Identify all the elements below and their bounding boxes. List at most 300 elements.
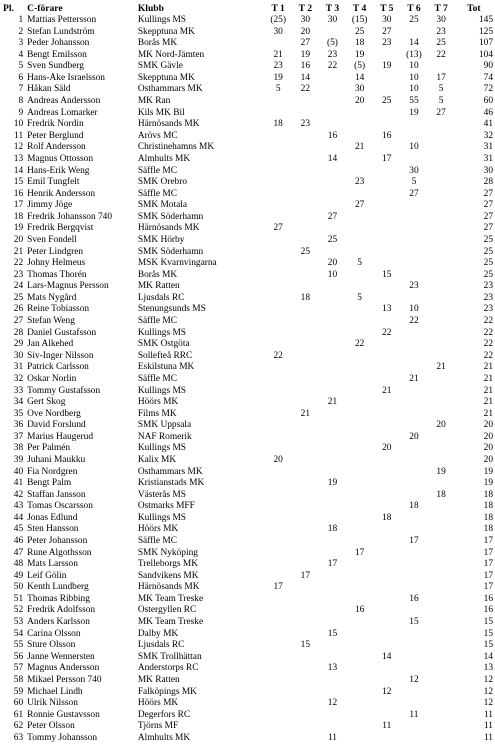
cell-t2: 21	[300, 408, 310, 419]
cell-t5	[373, 362, 400, 374]
cell-t6	[400, 640, 427, 652]
cell-t6	[400, 200, 427, 212]
cell-t1: (25)	[270, 15, 286, 25]
cell-t5	[373, 166, 400, 178]
cell-t4: 14	[354, 72, 365, 83]
cell-t7	[428, 710, 455, 722]
table-row	[3, 594, 493, 606]
table-row	[3, 258, 493, 270]
cell-t7: 20	[436, 420, 446, 431]
table-row	[3, 467, 493, 479]
cell-t1	[265, 536, 292, 548]
cell-t2	[292, 675, 319, 687]
cell-t3	[319, 166, 346, 178]
cell-t2: 30	[300, 15, 310, 25]
cell-t7	[428, 397, 455, 409]
cell-tot: 13	[483, 663, 493, 674]
cell-t7	[428, 247, 455, 259]
cell-t7: 19	[436, 466, 446, 477]
table-row	[3, 119, 493, 131]
cell-t5	[373, 605, 400, 617]
cell-t7: 5	[438, 84, 444, 95]
cell-pl: 22	[13, 258, 24, 269]
cell-t4	[346, 316, 373, 328]
cell-t1: 19	[273, 72, 283, 83]
cell-t7	[428, 212, 455, 224]
cell-pl: 47	[13, 547, 24, 558]
cell-driver: Sven Sundberg	[27, 61, 84, 72]
table-row	[3, 281, 493, 293]
table-row	[3, 108, 493, 120]
cell-club: SMK Söderhamn	[137, 246, 204, 257]
cell-pl: 10	[13, 119, 24, 130]
cell-t3	[319, 316, 346, 328]
cell-driver: Emil Tungfelt	[27, 177, 80, 188]
cell-t5	[373, 374, 400, 386]
cell-pl: 4	[18, 49, 24, 60]
cell-t7: 21	[436, 362, 446, 373]
cell-pl: 43	[13, 501, 24, 512]
cell-tot: 32	[483, 130, 493, 141]
cell-t6	[400, 420, 427, 432]
table-row	[3, 501, 493, 513]
cell-t7	[428, 258, 455, 270]
cell-tot: 21	[483, 373, 493, 384]
cell-tot: 15	[483, 628, 493, 639]
cell-club: Eskilstuna MK	[137, 362, 195, 373]
cell-driver: Fia Nordgren	[27, 466, 78, 477]
table-row	[3, 177, 493, 189]
cell-t5	[373, 675, 400, 687]
cell-t7	[428, 698, 455, 710]
cell-tot: 145	[478, 15, 493, 25]
cell-t6: 11	[409, 709, 419, 720]
cell-t3	[319, 386, 346, 398]
cell-tot: 23	[483, 281, 493, 292]
cell-t7: 25	[436, 38, 446, 49]
cell-t7	[428, 524, 455, 536]
cell-t2: 17	[300, 570, 310, 581]
cell-pl: 40	[13, 466, 24, 477]
cell-t5	[373, 119, 400, 131]
cell-t2	[292, 351, 319, 363]
cell-tot: 12	[483, 698, 493, 709]
cell-tot: 31	[483, 153, 493, 164]
cell-pl: 21	[13, 246, 24, 257]
cell-t6	[400, 687, 427, 699]
cell-pl: 52	[13, 605, 24, 616]
cell-driver: Anders Karlsson	[27, 617, 90, 628]
cell-t6: 55	[409, 96, 419, 107]
cell-t2	[292, 629, 319, 641]
cell-t3: 22	[327, 61, 338, 72]
cell-t2	[292, 96, 319, 108]
cell-pl: 3	[18, 38, 24, 49]
cell-tot: 21	[483, 385, 493, 396]
cell-t5: 18	[382, 512, 392, 523]
table-row	[3, 524, 493, 536]
cell-t5	[373, 663, 400, 675]
cell-pl: 25	[13, 292, 24, 303]
cell-t6	[400, 351, 427, 363]
table-row	[3, 698, 493, 710]
cell-t2: 22	[300, 84, 310, 95]
cell-tot: 22	[483, 339, 493, 350]
cell-t4	[346, 536, 373, 548]
table-row	[3, 536, 493, 548]
cell-t7: 23	[436, 26, 446, 37]
cell-tot: 22	[483, 350, 493, 361]
cell-t1: 21	[273, 49, 283, 60]
cell-t7	[428, 629, 455, 641]
cell-t4	[346, 467, 373, 479]
cell-pl: 35	[13, 408, 24, 419]
cell-t4	[346, 108, 373, 120]
cell-t3	[319, 490, 346, 502]
cell-t1	[265, 605, 292, 617]
cell-pl: 9	[18, 107, 24, 118]
cell-t4	[346, 652, 373, 664]
cell-t2: 25	[300, 246, 310, 257]
cell-t3	[319, 420, 346, 432]
cell-club: Älmhults MK	[137, 153, 191, 164]
cell-t6	[400, 409, 427, 421]
cell-club: Kils MK Bil	[137, 107, 185, 118]
cell-t6	[400, 629, 427, 641]
cell-t2	[292, 177, 319, 189]
cell-t7	[428, 374, 455, 386]
header-t6: T 6	[407, 3, 421, 14]
cell-t1	[265, 733, 292, 745]
cell-t5	[373, 84, 400, 96]
cell-t5	[373, 339, 400, 351]
cell-pl: 6	[18, 72, 24, 83]
table-row	[3, 316, 493, 328]
header-t5: T 5	[380, 3, 394, 14]
cell-t1	[265, 698, 292, 710]
cell-pl: 19	[13, 223, 24, 234]
cell-t5	[373, 455, 400, 467]
cell-pl: 62	[13, 721, 24, 732]
cell-t1	[265, 490, 292, 502]
cell-t3	[319, 281, 346, 293]
cell-tot: 16	[483, 593, 493, 604]
cell-t1	[265, 675, 292, 687]
table-row	[3, 617, 493, 629]
cell-t5: 19	[382, 61, 392, 72]
cell-pl: 20	[13, 234, 24, 245]
cell-pl: 23	[13, 269, 24, 280]
cell-t6	[400, 339, 427, 351]
cell-t4: 20	[354, 96, 365, 107]
cell-t5	[373, 409, 400, 421]
cell-tot: 23	[483, 292, 493, 303]
cell-tot: 18	[483, 489, 493, 500]
cell-t6	[400, 223, 427, 235]
cell-t5	[373, 467, 400, 479]
cell-t3: 15	[327, 628, 338, 639]
cell-t5: 16	[382, 130, 392, 141]
cell-club: Skepptuna MK	[137, 26, 195, 37]
cell-club: Ljusdals RC	[137, 292, 185, 303]
cell-t1	[265, 339, 292, 351]
cell-pl: 2	[18, 26, 24, 37]
cell-club: NAF Romerik	[137, 431, 192, 442]
cell-t7	[428, 617, 455, 629]
cell-t2	[292, 339, 319, 351]
cell-t5	[373, 351, 400, 363]
cell-t4: 25	[354, 26, 365, 37]
cell-t2	[292, 432, 319, 444]
cell-t4	[346, 247, 373, 259]
cell-club: Kullings MS	[137, 15, 187, 25]
cell-t5	[373, 200, 400, 212]
cell-t5	[373, 629, 400, 641]
cell-pl: 59	[13, 686, 24, 697]
cell-t1	[265, 478, 292, 490]
cell-t2	[292, 397, 319, 409]
cell-t3	[319, 119, 346, 131]
cell-t3: (5)	[327, 38, 338, 49]
cell-driver: Peder Johansson	[27, 38, 90, 49]
cell-pl: 42	[13, 489, 24, 500]
cell-t6	[400, 247, 427, 259]
cell-tot: 23	[483, 304, 493, 315]
cell-t6: 15	[409, 617, 419, 628]
cell-t1	[265, 710, 292, 722]
cell-t4: 30	[354, 84, 365, 95]
table-row	[3, 386, 493, 398]
standings-body	[3, 15, 493, 744]
cell-t6	[400, 582, 427, 594]
table-row	[3, 687, 493, 699]
cell-t2	[292, 200, 319, 212]
cell-club: Kristianstads MK	[137, 478, 205, 489]
table-row	[3, 304, 493, 316]
cell-t6	[400, 513, 427, 525]
cell-t1	[265, 420, 292, 432]
cell-t5	[373, 640, 400, 652]
cell-driver: Mattias Pettersson	[27, 15, 97, 25]
cell-pl: 26	[13, 304, 24, 315]
cell-t6	[400, 362, 427, 374]
cell-pl: 28	[13, 327, 24, 338]
cell-tot: 90	[483, 61, 493, 72]
cell-driver: Oskar Norlin	[27, 373, 77, 384]
cell-club: Kullings MS	[137, 327, 187, 338]
cell-t6	[400, 328, 427, 340]
cell-club: Kalix MK	[137, 454, 177, 465]
cell-club: MK Ratten	[137, 281, 180, 292]
cell-t4	[346, 687, 373, 699]
cell-pl: 27	[13, 316, 24, 327]
cell-t5	[373, 548, 400, 560]
cell-t2	[292, 721, 319, 733]
cell-t5	[373, 142, 400, 154]
cell-t4	[346, 432, 373, 444]
cell-t2	[292, 420, 319, 432]
cell-t6: 20	[409, 431, 419, 442]
cell-t3: 12	[327, 698, 338, 709]
header-t3: T 3	[325, 3, 340, 14]
cell-t1	[265, 177, 292, 189]
cell-driver: Hans-Erik Weng	[27, 165, 90, 176]
cell-t4	[346, 131, 373, 143]
table-row	[3, 293, 493, 305]
cell-club: Films MK	[137, 408, 177, 419]
cell-tot: 28	[483, 177, 493, 188]
cell-pl: 17	[13, 200, 24, 211]
table-row	[3, 559, 493, 571]
cell-t7	[428, 339, 455, 351]
cell-pl: 39	[13, 454, 24, 465]
cell-t5	[373, 281, 400, 293]
cell-driver: Jan Alkehed	[27, 339, 74, 350]
cell-club: Borås MK	[137, 38, 178, 49]
table-row	[3, 513, 493, 525]
cell-club: MK Ran	[137, 96, 171, 107]
cell-club: Säffle MC	[137, 188, 177, 199]
cell-t1	[265, 247, 292, 259]
cell-t2	[292, 108, 319, 120]
cell-t7: 30	[436, 15, 446, 25]
cell-driver: Leif Gölin	[27, 570, 67, 581]
cell-club: Sandvikens MK	[137, 570, 199, 581]
header-t1: T 1	[271, 3, 285, 14]
cell-t1: 22	[273, 350, 283, 361]
cell-t7: 22	[436, 49, 446, 60]
cell-driver: Mats Nygård	[27, 292, 77, 303]
cell-t2: 23	[300, 119, 310, 130]
cell-tot: 125	[478, 26, 493, 37]
cell-club: Östmarks MFF	[137, 501, 195, 512]
cell-t4	[346, 397, 373, 409]
cell-pl: 18	[13, 211, 24, 222]
cell-driver: Jimmy Jöge	[27, 200, 73, 211]
cell-t2: 27	[300, 38, 310, 49]
cell-t1	[265, 524, 292, 536]
cell-t6: 12	[409, 674, 419, 685]
cell-t1	[265, 721, 292, 733]
cell-t1: 27	[273, 223, 283, 234]
cell-t1: 5	[275, 84, 281, 95]
cell-t1	[265, 594, 292, 606]
cell-t4	[346, 559, 373, 571]
cell-t6	[400, 478, 427, 490]
cell-pl: 41	[13, 478, 24, 489]
cell-t3	[319, 374, 346, 386]
cell-t5	[373, 617, 400, 629]
cell-tot: 22	[483, 327, 493, 338]
cell-club: Ljusdals RC	[137, 640, 185, 651]
cell-t7: 18	[436, 489, 446, 500]
cell-tot: 15	[483, 617, 493, 628]
cell-t2	[292, 490, 319, 502]
cell-club: Härnösands MK	[137, 223, 200, 234]
cell-club: Västerås MS	[137, 489, 186, 500]
cell-t6	[400, 258, 427, 270]
table-row	[3, 721, 493, 733]
cell-driver: Stefan Weng	[27, 316, 75, 327]
cell-t2	[292, 443, 319, 455]
cell-t5: 14	[382, 651, 392, 662]
cell-t7	[428, 455, 455, 467]
cell-t1	[265, 362, 292, 374]
cell-t7: 17	[436, 72, 446, 83]
cell-t3: 16	[327, 130, 338, 141]
cell-tot: 19	[483, 478, 493, 489]
cell-driver: Janne Wennersten	[27, 651, 95, 662]
cell-t5: 23	[382, 38, 392, 49]
cell-driver: Staffan Jansson	[27, 489, 86, 500]
cell-tot: 11	[483, 732, 493, 743]
cell-t2: 16	[300, 61, 310, 72]
cell-club: Kullings MS	[137, 385, 187, 396]
cell-t7	[428, 131, 455, 143]
cell-t6	[400, 652, 427, 664]
cell-tot: 74	[483, 72, 493, 83]
cell-t4: (15)	[351, 15, 368, 25]
cell-driver: Jonas Edlund	[27, 512, 78, 523]
cell-t6: 5	[411, 177, 417, 188]
cell-t4	[346, 478, 373, 490]
cell-t1	[265, 548, 292, 560]
cell-club: Tjörns MF	[137, 721, 179, 732]
table-row	[3, 270, 493, 282]
cell-driver: Andreas Andersson	[27, 96, 101, 107]
cell-t3: 23	[327, 49, 338, 60]
cell-t3	[319, 432, 346, 444]
cell-club: MK Team Treske	[137, 593, 204, 604]
cell-driver: Fredrik Bergqvist	[27, 223, 94, 234]
cell-pl: 50	[13, 582, 24, 593]
cell-t1	[265, 142, 292, 154]
cell-club: SMK Nyköping	[137, 547, 198, 558]
cell-t3	[319, 223, 346, 235]
cell-t2	[292, 559, 319, 571]
cell-t5	[373, 177, 400, 189]
cell-club: Östhammars MK	[137, 466, 203, 477]
table-row	[3, 223, 493, 235]
cell-driver: Daniel Gustafsson	[27, 327, 97, 338]
cell-t1	[265, 281, 292, 293]
cell-t1	[265, 304, 292, 316]
cell-t7: 5	[438, 96, 444, 107]
cell-driver: Gert Skog	[27, 397, 66, 408]
table-row	[3, 73, 493, 85]
cell-driver: Sture Olsson	[27, 640, 76, 651]
cell-t4: 22	[354, 339, 365, 350]
cell-club: Östergyllen RC	[137, 605, 197, 616]
cell-t2	[292, 536, 319, 548]
cell-t3	[319, 640, 346, 652]
cell-t7	[428, 640, 455, 652]
cell-t7	[428, 571, 455, 583]
cell-t7	[428, 281, 455, 293]
cell-tot: 25	[483, 269, 493, 280]
cell-pl: 46	[13, 536, 24, 547]
cell-t7	[428, 443, 455, 455]
cell-t1	[265, 386, 292, 398]
cell-t3	[319, 142, 346, 154]
cell-club: SMK Hörby	[137, 234, 185, 245]
cell-t4	[346, 351, 373, 363]
cell-t1: 17	[273, 582, 283, 593]
cell-driver: Thomas Thorén	[27, 269, 87, 280]
cell-pl: 48	[13, 559, 24, 570]
cell-t3: 14	[327, 153, 338, 164]
cell-t4	[346, 663, 373, 675]
